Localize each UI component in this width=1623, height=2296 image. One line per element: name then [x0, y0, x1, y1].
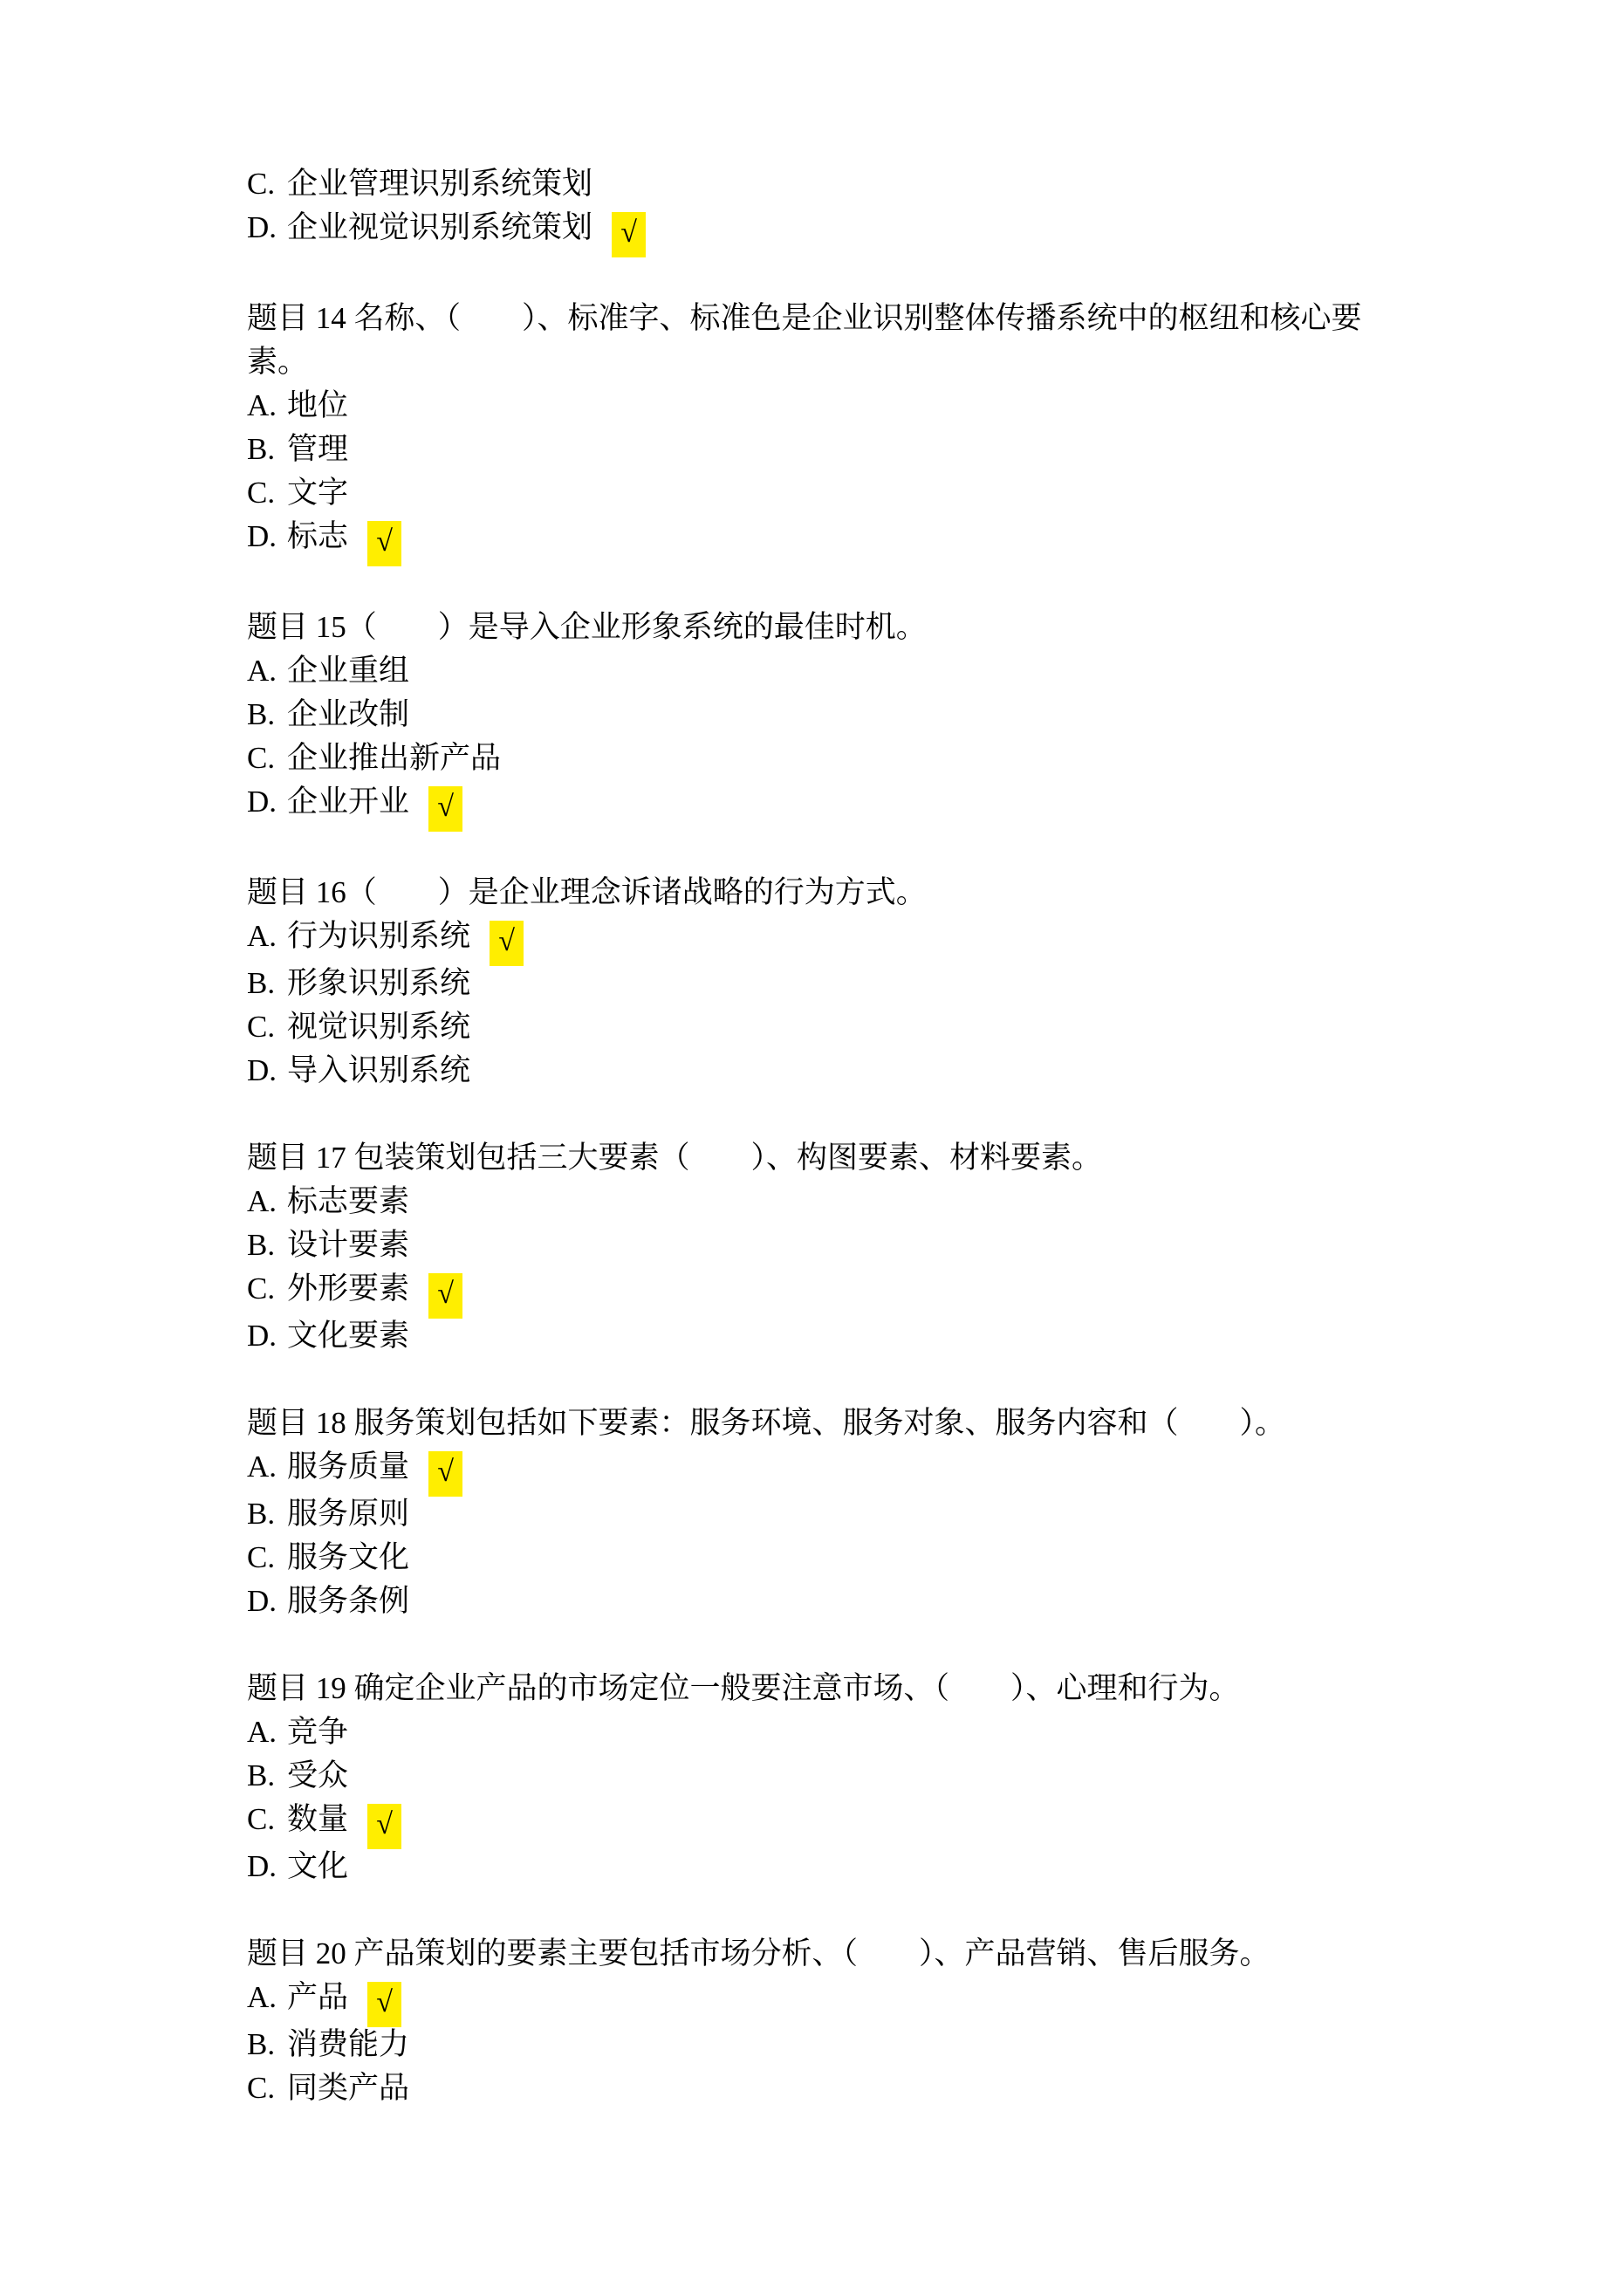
option-label: D. [247, 1053, 277, 1087]
option-line [247, 384, 1381, 428]
option-line [247, 1536, 1381, 1580]
option-label: B. [247, 2027, 276, 2061]
option-text: 消费能力 [287, 2027, 410, 2061]
option-text: 形象识别系统 [287, 966, 471, 1000]
checkmark-icon: √ [428, 1451, 462, 1497]
checkmark-icon: √ [490, 921, 524, 966]
option-line [247, 1798, 1381, 1845]
option-line [247, 2023, 1381, 2066]
option-text: 企业管理识别系统策划 [287, 167, 593, 201]
option-line [247, 1492, 1381, 1536]
option-line [247, 1267, 1381, 1314]
option-text: 标志要素 [287, 1184, 410, 1218]
question-block [247, 1932, 1381, 2110]
checkmark-icon: √ [367, 1804, 401, 1849]
option-line [247, 206, 1381, 253]
option-label: A. [247, 1450, 277, 1484]
question-text: 题目 14 名称、（ ）、标准字、标准色是企业识别整体传播系统中的枢纽和核心要素。 [247, 301, 1362, 379]
question-text: 题目 17 包装策划包括三大要素（ ）、构图要素、材料要素。 [247, 1141, 1103, 1175]
questions-list [247, 297, 1381, 2110]
question-text: 题目 19 确定企业产品的市场定位一般要注意市场、（ ）、心理和行为。 [247, 1671, 1240, 1705]
option-text: 同类产品 [287, 2071, 410, 2105]
option-text: 视觉识别系统 [287, 1010, 471, 1044]
option-text: 产品 [287, 1980, 349, 2014]
option-text: 地位 [287, 388, 349, 422]
option-label: B. [247, 697, 276, 731]
question-text: 题目 20 产品策划的要素主要包括市场分析、（ ）、产品营销、售后服务。 [247, 1936, 1270, 1970]
option-line [247, 1845, 1381, 1888]
option-line [247, 162, 1381, 206]
option-line [247, 1754, 1381, 1798]
checkmark-icon: √ [428, 1273, 462, 1319]
option-line [247, 471, 1381, 515]
question-block [247, 1667, 1381, 1888]
option-label: C. [247, 1540, 276, 1574]
question-text: 题目 18 服务策划包括如下要素：服务环境、服务对象、服务内容和（ ）。 [247, 1406, 1286, 1440]
option-line [247, 515, 1381, 562]
option-text: 行为识别系统 [287, 919, 471, 953]
checkmark-icon: √ [367, 1982, 401, 2027]
option-text: 企业开业 [287, 785, 410, 819]
option-label: B. [247, 432, 276, 466]
question-text: 题目 15（ ）是导入企业形象系统的最佳时机。 [247, 610, 927, 644]
option-line [247, 1314, 1381, 1358]
option-text: 服务原则 [287, 1497, 410, 1531]
option-label: B. [247, 966, 276, 1000]
option-label: D. [247, 1319, 277, 1353]
option-label: A. [247, 654, 277, 688]
option-text: 标志 [287, 519, 349, 553]
option-label: A. [247, 1184, 277, 1218]
option-text: 文化 [287, 1849, 349, 1883]
option-line [247, 1223, 1381, 1267]
option-line [247, 2066, 1381, 2110]
option-label: D. [247, 785, 277, 819]
option-text: 服务质量 [287, 1450, 410, 1484]
option-line [247, 915, 1381, 962]
option-label: A. [247, 919, 277, 953]
option-label: C. [247, 167, 276, 201]
option-text: 企业重组 [287, 654, 410, 688]
option-text: 文字 [287, 476, 349, 510]
option-text: 管理 [287, 432, 349, 466]
option-text: 竞争 [287, 1715, 349, 1749]
option-line [247, 649, 1381, 693]
option-text: 导入识别系统 [287, 1053, 471, 1087]
option-line [247, 737, 1381, 780]
option-text: 数量 [287, 1802, 349, 1836]
option-label: C. [247, 2071, 276, 2105]
question-block [247, 297, 1381, 562]
checkmark-icon: √ [367, 521, 401, 566]
option-label: B. [247, 1228, 276, 1262]
option-text: 服务条例 [287, 1584, 410, 1618]
option-label: C. [247, 476, 276, 510]
option-line [247, 1180, 1381, 1223]
question-block [247, 606, 1381, 827]
option-line [247, 1445, 1381, 1492]
option-line [247, 1580, 1381, 1623]
option-label: D. [247, 210, 277, 244]
question-13-remaining-options [247, 162, 1381, 253]
option-line [247, 1710, 1381, 1754]
option-line [247, 780, 1381, 827]
document-content [247, 162, 1381, 2154]
option-label: C. [247, 741, 276, 775]
option-line [247, 962, 1381, 1005]
option-label: D. [247, 1584, 277, 1618]
option-label: A. [247, 1980, 277, 2014]
question-block [247, 1136, 1381, 1358]
option-text: 文化要素 [287, 1319, 410, 1353]
question-block [247, 871, 1381, 1093]
option-label: B. [247, 1497, 276, 1531]
option-text: 服务文化 [287, 1540, 410, 1574]
option-label: D. [247, 519, 277, 553]
option-label: C. [247, 1802, 276, 1836]
option-label: C. [247, 1010, 276, 1044]
checkmark-icon: √ [612, 212, 646, 257]
option-line [247, 693, 1381, 737]
option-text: 企业改制 [287, 697, 410, 731]
question-block [247, 1402, 1381, 1623]
option-text: 设计要素 [287, 1228, 410, 1262]
option-label: C. [247, 1271, 276, 1306]
option-label: A. [247, 1715, 277, 1749]
option-line [247, 1005, 1381, 1049]
question-text: 题目 16（ ）是企业理念诉诸战略的行为方式。 [247, 875, 927, 909]
option-line [247, 1976, 1381, 2023]
option-line [247, 1049, 1381, 1093]
checkmark-icon: √ [428, 786, 462, 832]
option-text: 企业推出新产品 [287, 741, 502, 775]
option-text: 企业视觉识别系统策划 [287, 210, 593, 244]
option-label: B. [247, 1758, 276, 1792]
option-label: D. [247, 1849, 277, 1883]
option-text: 外形要素 [287, 1271, 410, 1306]
option-text: 受众 [287, 1758, 349, 1792]
option-label: A. [247, 388, 277, 422]
option-line [247, 428, 1381, 471]
